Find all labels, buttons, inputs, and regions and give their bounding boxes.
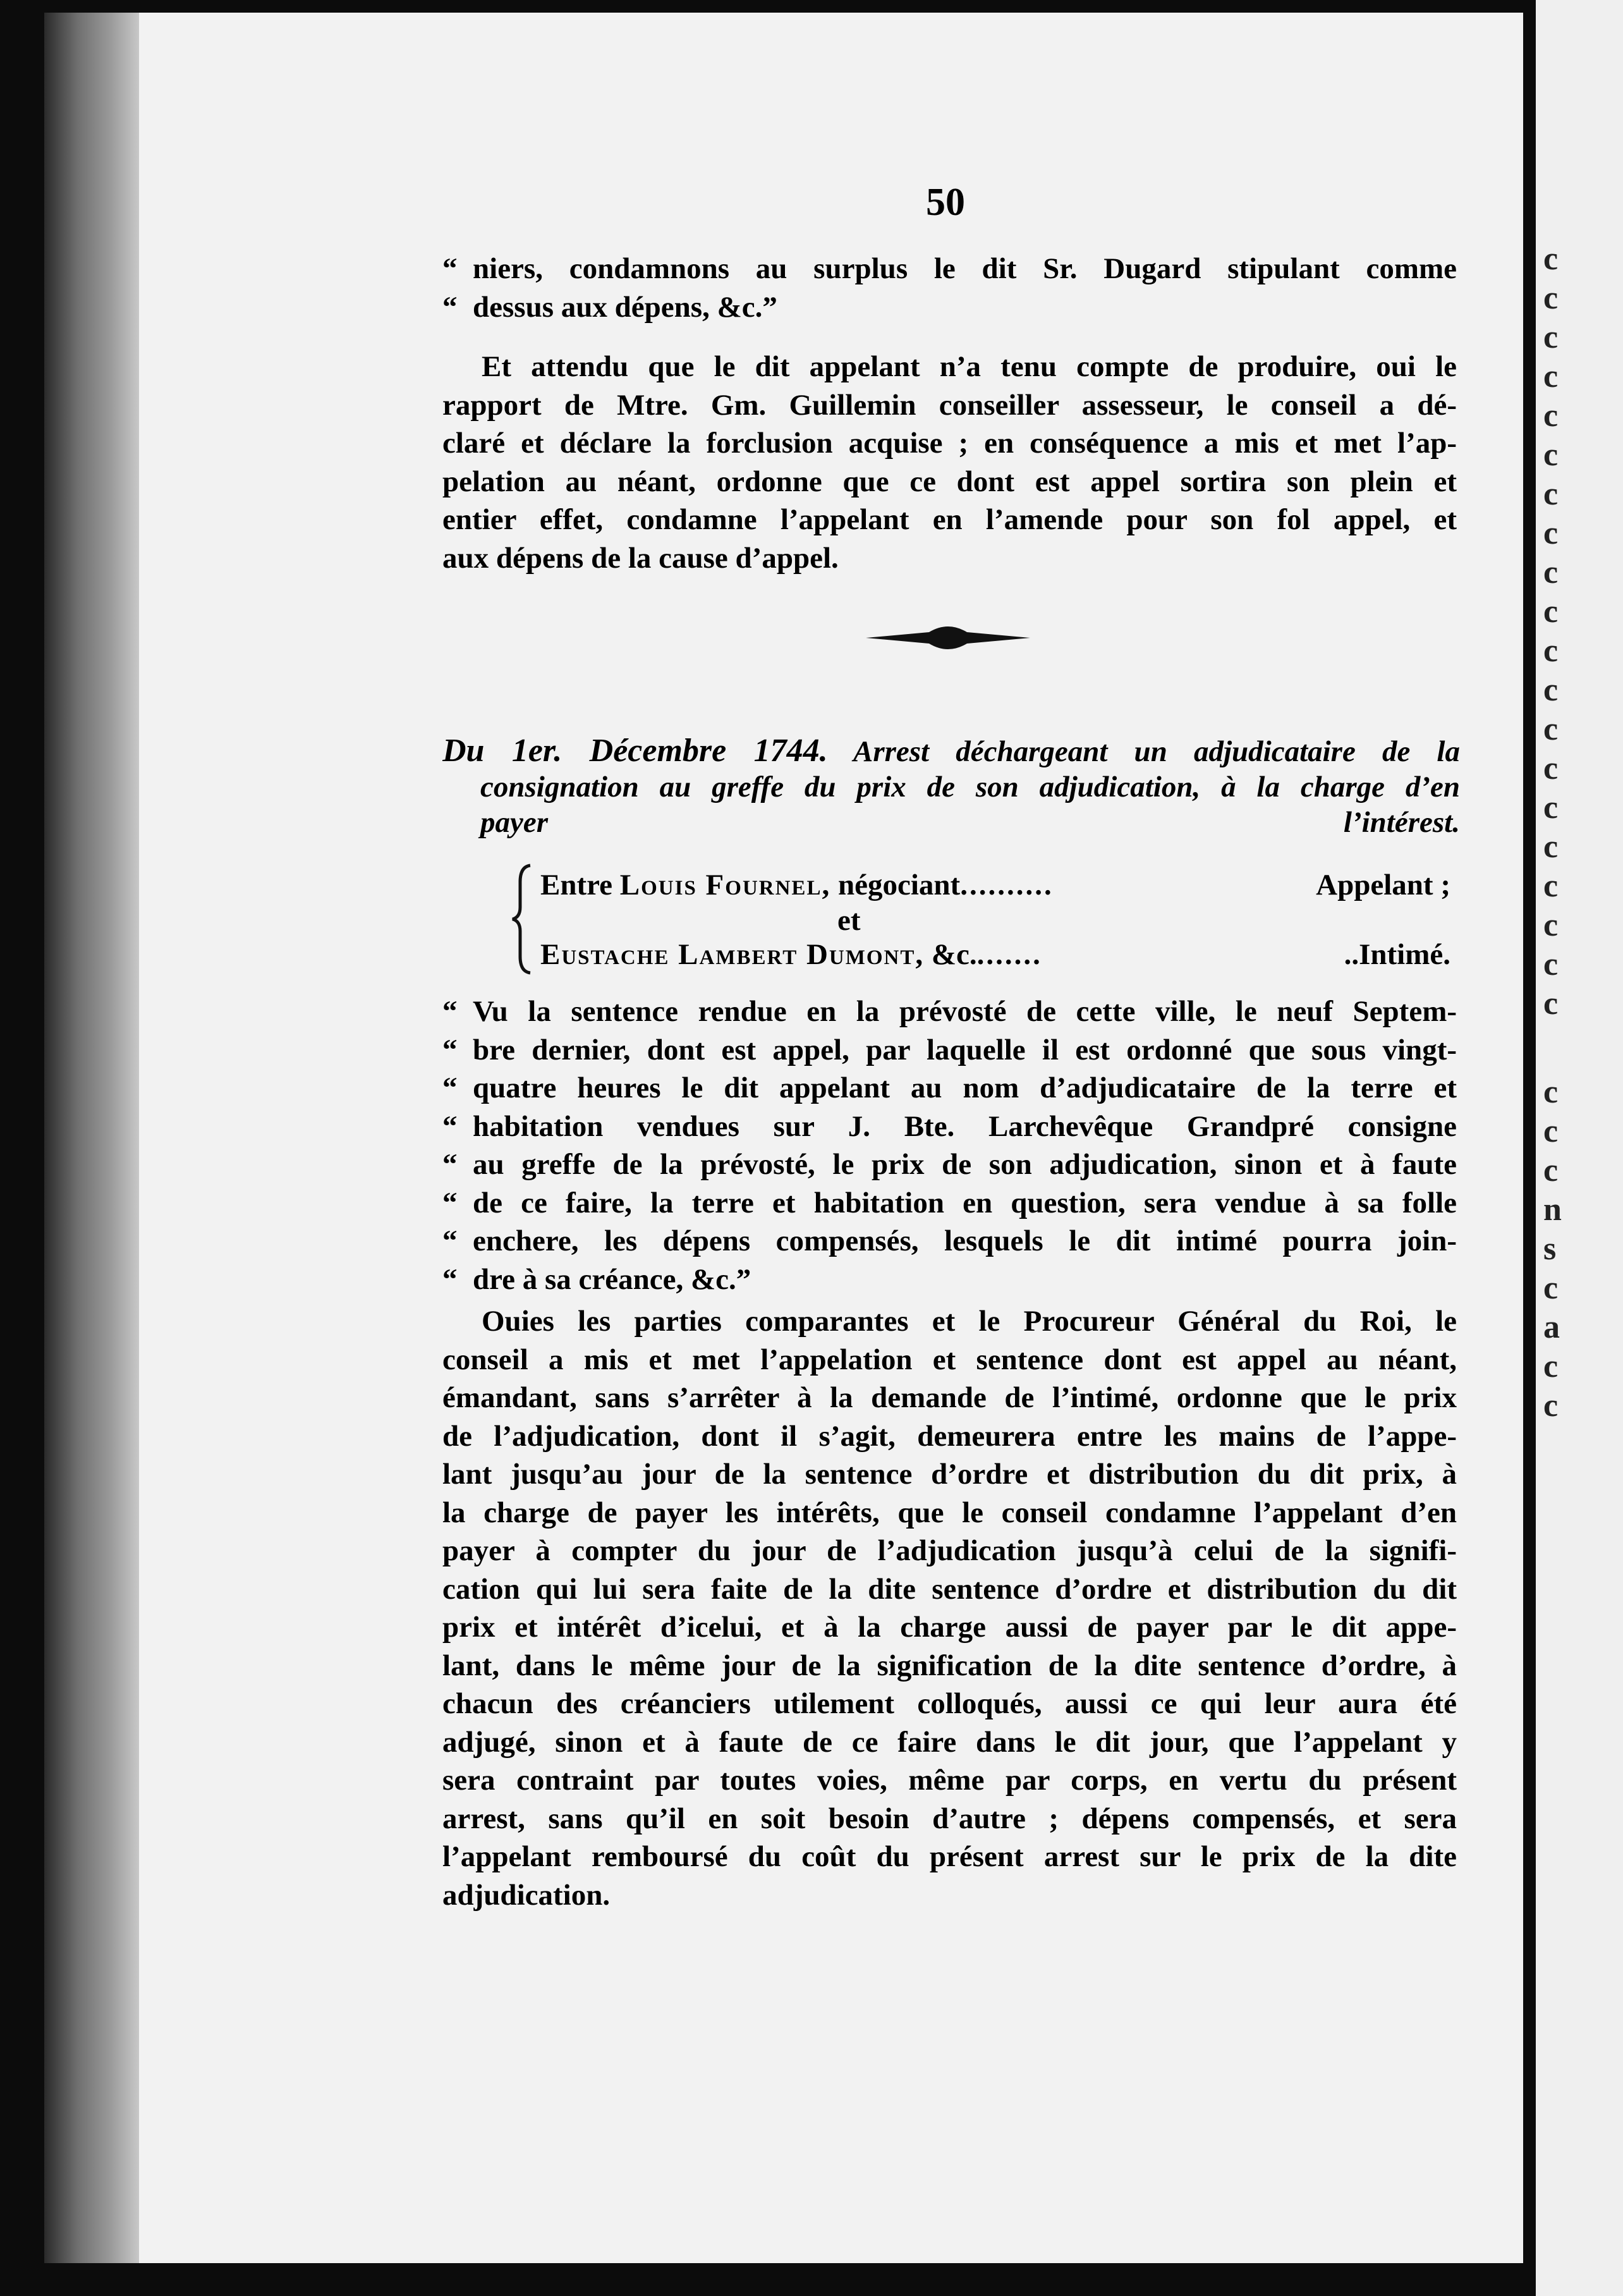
paragraph-line — [442, 424, 1457, 463]
quoted-line — [442, 250, 1457, 288]
line-text: pelation au néant, ordonne que ce dont est appel sortira son plein et — [442, 465, 1457, 498]
line-text: conseil a mis et met l’appelation et sentence dont est appel au néant, — [442, 1343, 1457, 1376]
paragraph-line — [442, 1417, 1457, 1456]
paragraph-line — [442, 1761, 1457, 1800]
line-text: Vu la sentence rendue en la prévosté de cette ville, le neuf Septem- — [473, 995, 1457, 1028]
heading-title-line3: payer l’intérest. — [480, 806, 1460, 839]
paragraph-line — [442, 1876, 1457, 1915]
bleed-letter: c — [1543, 594, 1559, 630]
bleed-letter: c — [1543, 398, 1559, 434]
line-text: Et attendu que le dit appelant n’a tenu compte de produire, oui le — [482, 350, 1457, 383]
bleed-letter: c — [1543, 358, 1559, 394]
bleed-letter: c — [1543, 1074, 1559, 1110]
leader-dots: .......... — [960, 869, 1054, 901]
quote-mark: “ — [442, 252, 458, 285]
paragraph-line — [442, 463, 1457, 501]
bleed-letter: c — [1543, 790, 1559, 826]
quoted-line — [442, 1184, 1457, 1223]
bleed-letter: c — [1543, 241, 1559, 277]
paragraph-line — [442, 386, 1457, 425]
bleed-letter: c — [1543, 750, 1559, 786]
bleed-letter: c — [1543, 672, 1559, 708]
line-text: au greffe de la prévosté, le prix de son adjudication, sinon et à faute — [473, 1148, 1457, 1181]
bleed-letter: c — [1543, 1270, 1559, 1306]
respondent-name: Eustache Lambert Dumont, — [540, 938, 925, 971]
paragraph-line — [442, 1570, 1457, 1609]
party-prefix: Entre — [540, 869, 613, 901]
bleed-letter: n — [1543, 1192, 1562, 1228]
bleed-letter: c — [1543, 1113, 1559, 1149]
line-text: adjugé, sinon et à faute de ce faire dans le dit jour, que l’appelant y — [442, 1725, 1457, 1759]
paragraph-line — [442, 1494, 1457, 1532]
paragraph-line — [442, 1608, 1457, 1647]
line-text: rapport de Mtre. Gm. Guillemin conseiller assesseur, le conseil a dé- — [442, 388, 1457, 422]
bleed-letter: c — [1543, 1348, 1559, 1384]
curly-brace — [509, 863, 534, 975]
paragraph-line — [442, 1455, 1457, 1494]
line-text: arrest, sans qu’il en soit besoin d’autre ; dépens compensés, et sera — [442, 1802, 1457, 1835]
line-text: prix et intérêt d’icelui, et à la charge aussi de payer par le dit appe- — [442, 1611, 1457, 1644]
bleed-letter: c — [1543, 319, 1559, 355]
line-text: quatre heures le dit appelant au nom d’adjudicataire de la terre et — [473, 1072, 1457, 1104]
leader-dots: ....... — [976, 938, 1042, 971]
quoted-line — [442, 288, 1457, 327]
line-text: de l’adjudication, dont il s’agit, demeurera entre les mains de l’appe- — [442, 1419, 1457, 1453]
heading-title-line1: Arrest déchargeant un adjudicataire de la — [853, 735, 1460, 768]
line-text: habitation vendues sur J. Bte. Larchevêque Grandpré consigne — [473, 1109, 1457, 1143]
bleed-letter: c — [1543, 476, 1559, 512]
line-text: dessus aux dépens, &c.” — [473, 290, 777, 324]
quote-mark: “ — [442, 1033, 458, 1066]
line-text: dre à sa créance, &c.” — [473, 1262, 751, 1296]
adjacent-page-edge — [1536, 0, 1623, 2296]
line-text: l’appelant remboursé du coût du présent arrest sur le prix de la dite — [442, 1840, 1457, 1873]
line-text: chacun des créanciers utilement colloqués, aussi ce qui leur aura été — [442, 1687, 1457, 1720]
line-text: adjudication. — [442, 1878, 611, 1912]
appellant-name: Louis Fournel, — [619, 869, 831, 901]
book-spine-shadow — [44, 13, 139, 2263]
line-text: cation qui lui sera faite de la dite sentence d’ordre et distribution du dit — [442, 1572, 1457, 1606]
appellant-role: Appelant ; — [1316, 869, 1450, 901]
line-text: entier effet, condamne l’appelant en l’amende pour son fol appel, et — [442, 503, 1457, 536]
paragraph-line — [442, 1379, 1457, 1417]
bleed-letter: c — [1543, 946, 1559, 982]
quoted-line — [442, 1031, 1457, 1070]
paragraph-line — [442, 1800, 1457, 1838]
paragraph-line — [442, 348, 1457, 386]
bleed-letter: c — [1543, 868, 1559, 904]
line-text: lant jusqu’au jour de la sentence d’ordre et distribution du dit prix, à — [442, 1458, 1457, 1491]
paragraph-line — [442, 1685, 1457, 1723]
bleed-letter: c — [1543, 280, 1559, 316]
respondent-description: &c. — [931, 938, 977, 971]
bleed-letter: c — [1543, 907, 1559, 943]
quoted-line — [442, 1222, 1457, 1261]
quoted-line — [442, 1261, 1457, 1299]
quote-mark: “ — [442, 1262, 458, 1296]
line-text: payer à compter du jour de l’adjudication jusqu’à celui de la signifi- — [442, 1534, 1457, 1567]
line-text: émandant, sans s’arrêter à la demande de l’intimé, ordonne que le prix — [442, 1381, 1457, 1414]
bleed-letter: c — [1543, 515, 1559, 551]
quoted-line — [442, 1145, 1457, 1184]
party-appellant — [540, 868, 1450, 902]
paragraph-judgment — [442, 1302, 1457, 1914]
paragraph-line — [442, 501, 1457, 539]
quote-mark: “ — [442, 1186, 458, 1219]
quote-mark: “ — [442, 1148, 458, 1181]
paragraph-line — [442, 1838, 1457, 1876]
line-text: enchere, les dépens compensés, lesquels le dit intimé pourra join- — [473, 1224, 1457, 1257]
page-number: 50 — [926, 181, 965, 224]
paragraph-line — [442, 1532, 1457, 1570]
paragraph-line — [442, 1647, 1457, 1685]
bleed-letter: c — [1543, 986, 1559, 1022]
bleed-letter: c — [1543, 633, 1559, 669]
paragraph-line — [442, 1341, 1457, 1379]
parties-block — [509, 863, 1457, 977]
line-text: lant, dans le même jour de la signification de la dite sentence d’ordre, à — [442, 1649, 1457, 1682]
line-text: bre dernier, dont est appel, par laquelle il est ordonné que sous vingt- — [473, 1033, 1457, 1066]
bleed-letter: c — [1543, 437, 1559, 473]
appellant-description: négociant — [837, 869, 961, 901]
bleed-letter: a — [1543, 1309, 1560, 1345]
party-connector: et — [837, 904, 861, 937]
quoted-line — [442, 1108, 1457, 1146]
intro-quote-block — [442, 250, 1457, 326]
line-text: sera contraint par toutes voies, même par corps, en vertu du présent — [442, 1764, 1457, 1797]
quote-mark: “ — [442, 995, 458, 1028]
line-text: Ouies les parties comparantes et le Procureur Général du Roi, le — [482, 1305, 1457, 1338]
quoted-line — [442, 992, 1457, 1031]
bleed-letter: c — [1543, 711, 1559, 747]
line-text: de ce faire, la terre et habitation en question, sera vendue à sa folle — [473, 1186, 1457, 1219]
paragraph-line — [442, 1302, 1457, 1341]
bleed-letter: c — [1543, 829, 1559, 865]
party-respondent — [540, 937, 1450, 972]
heading-date: Du 1er. Décembre 1744. — [442, 733, 828, 769]
line-text: claré et déclare la forclusion acquise ; en conséquence a mis et met l’ap- — [442, 427, 1457, 460]
quote-mark: “ — [442, 290, 458, 324]
paragraph-line — [442, 539, 1457, 578]
quote-mark: “ — [442, 1109, 458, 1143]
quote-mark: “ — [442, 1072, 458, 1104]
bleed-letter: c — [1543, 1152, 1559, 1188]
paragraph-line — [442, 1723, 1457, 1762]
respondent-role: ..Intimé. — [1344, 938, 1450, 971]
heading-title-line2: consignation au greffe du prix de son adjudication, à la charge d’en — [480, 771, 1460, 803]
bleed-letter: s — [1543, 1231, 1557, 1267]
paragraph-forclusion — [442, 348, 1457, 577]
line-text: niers, condamnons au surplus le dit Sr. Dugard stipulant comme — [473, 252, 1457, 285]
bleed-letter: c — [1543, 1388, 1559, 1424]
bleed-letter: c — [1543, 554, 1559, 590]
quoted-line — [442, 1069, 1457, 1108]
line-text: la charge de payer les intérêts, que le conseil condamne l’appelant d’en — [442, 1496, 1457, 1529]
line-text: aux dépens de la cause d’appel. — [442, 541, 839, 575]
quoted-sentence-block — [442, 992, 1457, 1298]
ornamental-divider — [866, 621, 1030, 655]
arrest-heading — [442, 733, 1460, 840]
quote-mark: “ — [442, 1224, 458, 1257]
